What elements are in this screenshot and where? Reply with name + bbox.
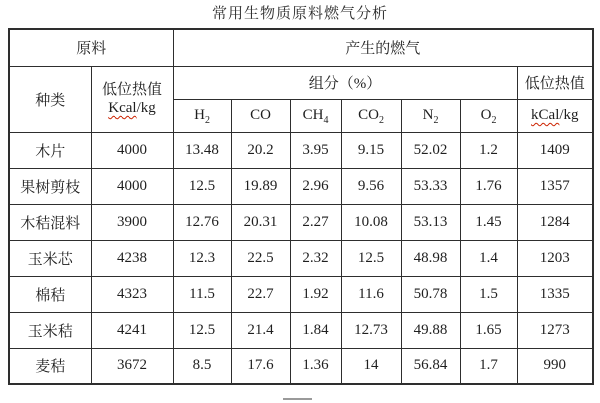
table-cell: 11.6 [341,276,401,312]
table-cell: 1409 [517,132,593,168]
table-cell: 1.65 [460,312,517,348]
table-row [9,132,593,168]
header-gas-o2 [460,99,517,132]
table-cell: 1.45 [460,204,517,240]
table-cell: 50.78 [401,276,460,312]
table-cell: 52.02 [401,132,460,168]
table-cell: 4238 [91,240,173,276]
table-cell: 53.13 [401,204,460,240]
table-row [9,168,593,204]
header-raw-material: 原料 [9,29,173,66]
table-cell: 3672 [91,348,173,384]
gas-symbol: CO [250,107,271,123]
gas-symbol-subscript: 2 [204,115,210,126]
table-bottom-handle [283,398,312,400]
table-row [9,312,593,348]
gas-symbol: H [194,107,205,123]
table-row [9,204,593,240]
feed-lhv-unit: Kcal [108,100,137,116]
row-label: 棉秸 [9,276,91,312]
table-cell: 4000 [91,132,173,168]
header-feed-lhv [91,66,173,132]
table-cell: 2.27 [290,204,341,240]
table-cell: 1335 [517,276,593,312]
row-label: 木秸混料 [9,204,91,240]
table-cell: 4000 [91,168,173,204]
gas-symbol: O [480,107,492,123]
table-cell: 17.6 [231,348,290,384]
table-cell: 1357 [517,168,593,204]
table-cell: 1.92 [290,276,341,312]
header-gas-n2 [401,99,460,132]
table-cell: 3.95 [290,132,341,168]
table-cell: 10.08 [341,204,401,240]
row-label: 玉米芯 [9,240,91,276]
table-cell: 49.88 [401,312,460,348]
table-cell: 9.56 [341,168,401,204]
table-cell: 56.84 [401,348,460,384]
feed-lhv-label: 低位热值 [102,82,163,98]
gas-symbol-subscript: 2 [491,115,497,126]
table-row [9,240,593,276]
table-cell: 1.5 [460,276,517,312]
gas-symbol: CO [358,107,379,123]
table-cell: 1203 [517,240,593,276]
table-cell: 1.36 [290,348,341,384]
row-label: 木片 [9,132,91,168]
table-cell: 12.76 [173,204,231,240]
biomass-gas-analysis-table [8,28,594,385]
table-cell: 12.5 [173,168,231,204]
table-cell: 20.2 [231,132,290,168]
table-cell: 11.5 [173,276,231,312]
row-label: 玉米秸 [9,312,91,348]
table-cell: 12.5 [341,240,401,276]
table-cell: 1.76 [460,168,517,204]
table-cell: 12.73 [341,312,401,348]
table-cell: 4323 [91,276,173,312]
table-cell: 990 [517,348,593,384]
table-cell: 1.7 [460,348,517,384]
header-species: 种类 [9,66,91,132]
table-cell: 1.84 [290,312,341,348]
table-cell: 12.3 [173,240,231,276]
gas-symbol: N [422,107,434,123]
table-cell: 13.48 [173,132,231,168]
header-composition: 组分（%） [173,66,517,99]
table-cell: 22.7 [231,276,290,312]
gas-symbol-subscript: 4 [323,115,329,126]
table-cell: 22.5 [231,240,290,276]
header-gas-lhv-unit [517,99,593,132]
table-cell: 20.31 [231,204,290,240]
table-cell: 4241 [91,312,173,348]
feed-lhv-unit-rest: /kg [136,100,156,116]
table-cell: 53.33 [401,168,460,204]
gas-symbol-subscript: 2 [433,115,439,126]
header-gas-lhv: 低位热值 [517,66,593,99]
table-row [9,348,593,384]
gas-lhv-unit-rest: /kg [559,107,579,123]
gas-symbol: CH [302,107,324,123]
table-cell: 14 [341,348,401,384]
table-cell: 48.98 [401,240,460,276]
table-cell: 2.96 [290,168,341,204]
row-label: 麦秸 [9,348,91,384]
table-row [9,276,593,312]
header-gas-co2 [341,99,401,132]
gas-symbol-subscript: 2 [378,115,384,126]
header-gas-ch4 [290,99,341,132]
table-cell: 21.4 [231,312,290,348]
table-cell: 1273 [517,312,593,348]
table-cell: 8.5 [173,348,231,384]
header-gas-co [231,99,290,132]
table-cell: 9.15 [341,132,401,168]
page-title: 常用生物质原料燃气分析 [211,6,388,22]
gas-lhv-unit: kCal [531,107,560,123]
header-gas-h2 [173,99,231,132]
row-label: 果树剪枝 [9,168,91,204]
header-produced-gas: 产生的燃气 [173,29,593,66]
table-cell: 3900 [91,204,173,240]
table-cell: 2.32 [290,240,341,276]
table-cell: 1284 [517,204,593,240]
table-cell: 19.89 [231,168,290,204]
table-cell: 1.2 [460,132,517,168]
table-cell: 12.5 [173,312,231,348]
table-cell: 1.4 [460,240,517,276]
